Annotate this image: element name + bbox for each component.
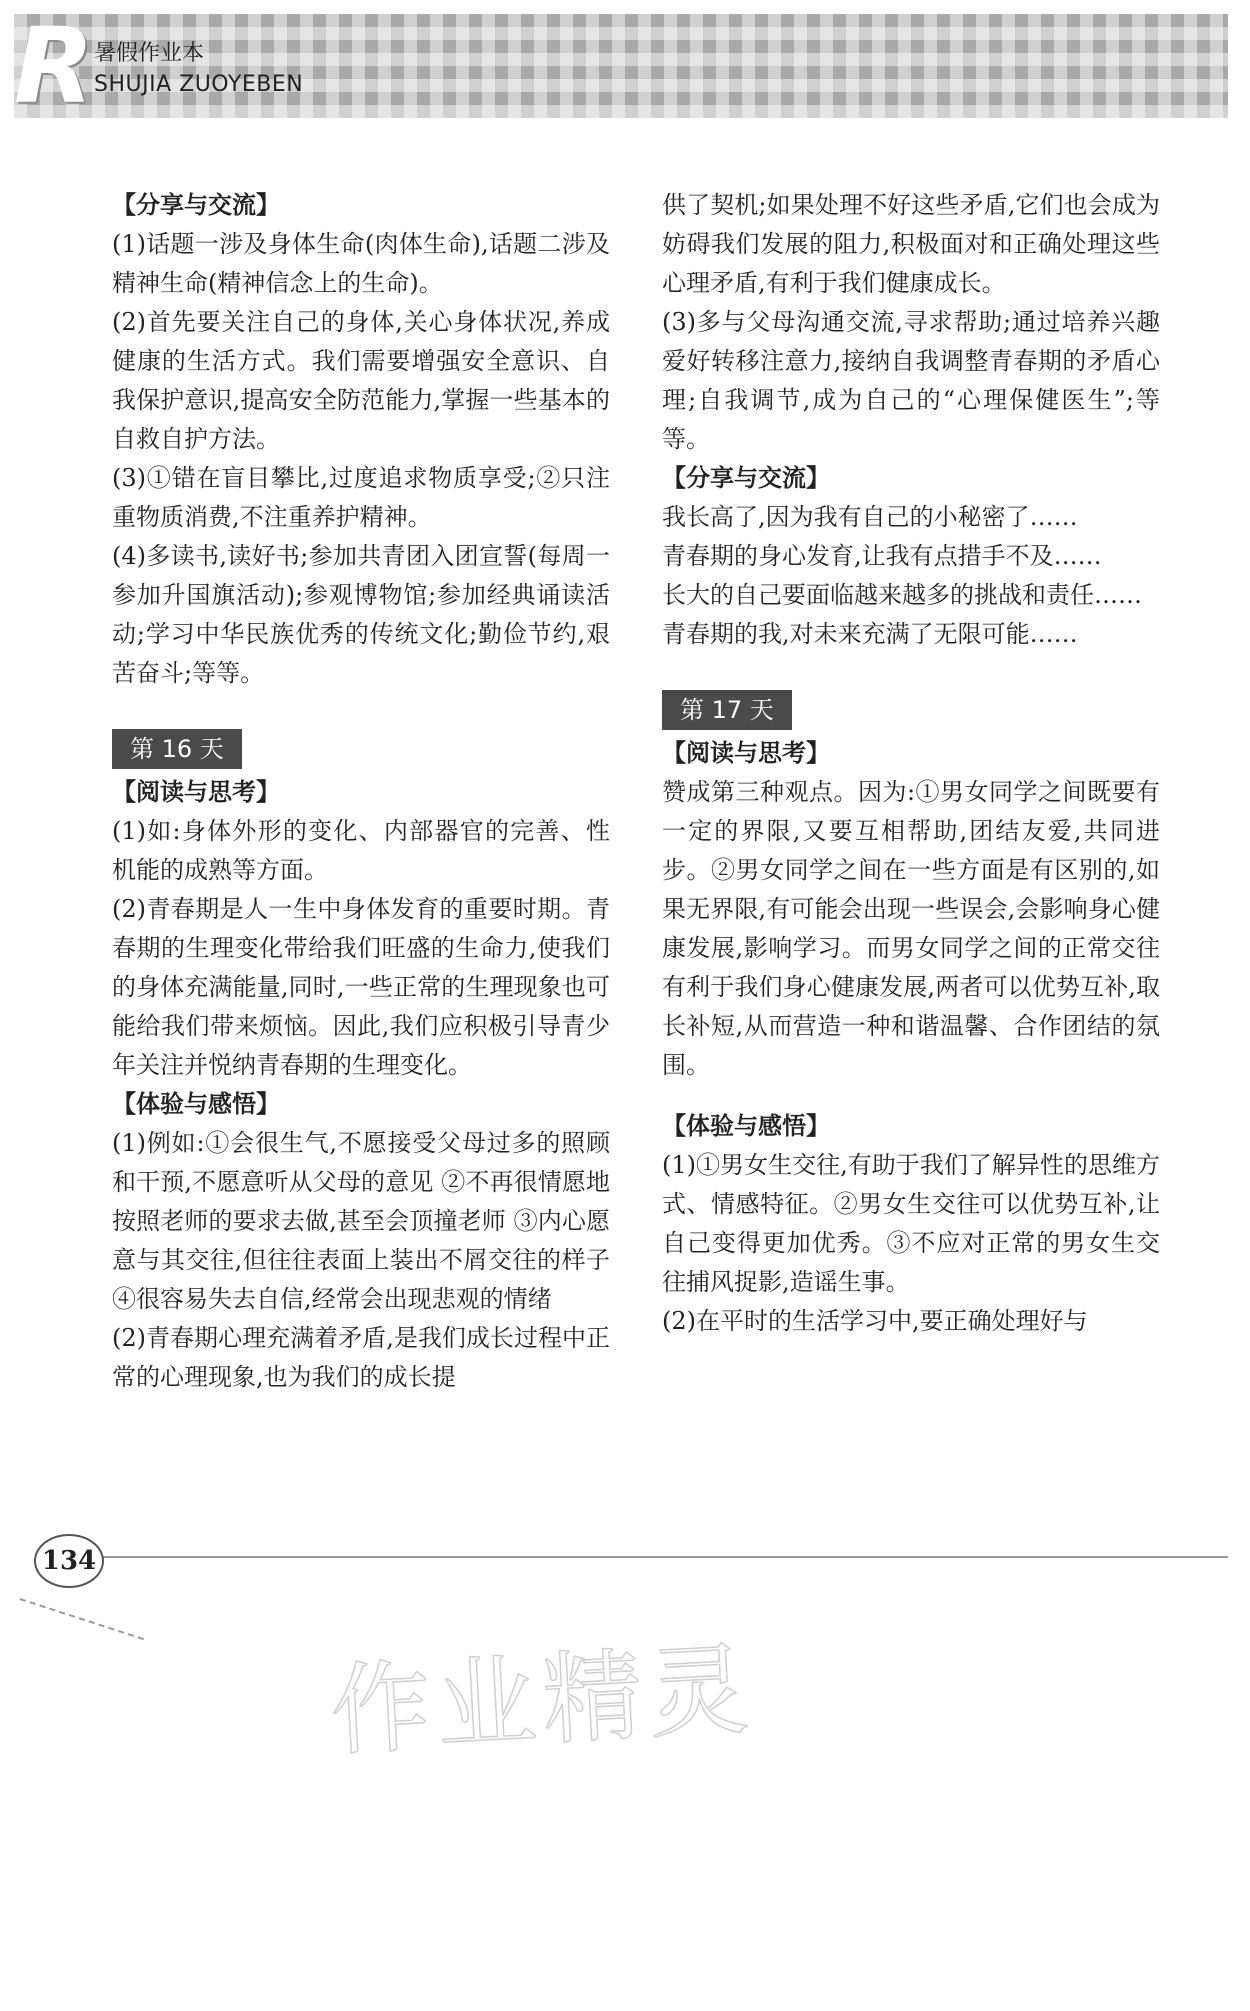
answer-paragraph: (2)在平时的生活学习中,要正确处理好与 xyxy=(662,1307,1088,1335)
section-heading-reading: 【阅读与思考】 xyxy=(112,778,280,806)
section-heading-share: 【分享与交流】 xyxy=(112,191,280,219)
answer-line: 长大的自己要面临越来越多的挑战和责任…… xyxy=(662,581,1142,609)
section-heading-experience: 【体验与感悟】 xyxy=(662,1112,830,1140)
answer-paragraph: (1)例如:①会很生气,不愿接受父母过多的照顾和干预,不愿意听从父母的意见 ②不再很情愿地按照老师的要求去做,甚至会顶撞老师 ③内心愿意与其交往,但往往表面上装出不屑交往的样子 ④很容易失去自信,经常会出现悲观的情绪 xyxy=(112,1129,610,1313)
header-subtitle: SHUJIA ZUOYEBEN xyxy=(94,72,304,97)
section-heading-experience: 【体验与感悟】 xyxy=(112,1090,280,1118)
answer-line: 青春期的身心发育,让我有点措手不及…… xyxy=(662,542,1102,570)
section-heading-share: 【分享与交流】 xyxy=(662,464,830,492)
answer-paragraph: (2)首先要关注自己的身体,关心身体状况,养成健康的生活方式。我们需要增强安全意识、自我保护意识,提高安全防范能力,掌握一些基本的自救自护方法。 xyxy=(112,308,610,453)
answer-paragraph: (2)青春期是人一生中身体发育的重要时期。青春期的生理变化带给我们旺盛的生命力,使我们的身体充满能量,同时,一些正常的生理现象也可能给我们带来烦恼。因此,我们应积极引导青少年关注并悦纳青春期的生理变化。 xyxy=(112,895,610,1079)
answer-paragraph: 赞成第三种观点。因为:①男女同学之间既要有一定的界限,又要互相帮助,团结友爱,共同进步。②男女同学之间在一些方面是有区别的,如果无界限,有可能会出现一些误会,会影响身心健康发展,影响学习。而男女同学之间的正常交往有利于我们身心健康发展,两者可以优势互补,取长补短,从而营造一种和谐温馨、合作团结的氛围。 xyxy=(662,778,1160,1079)
answer-line: 我长高了,因为我有自己的小秘密了…… xyxy=(662,503,1078,531)
right-column xyxy=(662,186,1160,1341)
answer-paragraph: (1)如:身体外形的变化、内部器官的完善、性机能的成熟等方面。 xyxy=(112,817,610,884)
section-heading-reading: 【阅读与思考】 xyxy=(662,739,830,767)
page-number: 134 xyxy=(34,1534,104,1588)
answer-paragraph: (3)①错在盲目攀比,过度追求物质享受;②只注重物质消费,不注重养护精神。 xyxy=(112,464,610,531)
answer-paragraph: (4)多读书,读好书;参加共青团入团宣誓(每周一参加升国旗活动);参观博物馆;参加经典诵读活动;学习中华民族优秀的传统文化;勤俭节约,艰苦奋斗;等等。 xyxy=(112,542,610,687)
header-band xyxy=(14,5,1228,127)
answer-paragraph: (3)多与父母沟通交流,寻求帮助;通过培养兴趣爱好转移注意力,接纳自我调整青春期的矛盾心理;自我调节,成为自己的“心理保健医生”;等等。 xyxy=(662,308,1160,453)
answer-paragraph: (1)①男女生交往,有助于我们了解异性的思维方式、情感特征。②男女生交往可以优势互补,让自己变得更加优秀。③不应对正常的男女生交往捕风捉影,造谣生事。 xyxy=(662,1151,1160,1296)
header-title: 暑假作业本 xyxy=(94,41,205,66)
answer-paragraph: 供了契机;如果处理不好这些矛盾,它们也会成为妨碍我们发展的阻力,积极面对和正确处理这些心理矛盾,有利于我们健康成长。 xyxy=(662,191,1160,297)
footer-divider xyxy=(100,1556,1228,1558)
left-column xyxy=(112,186,610,1397)
answer-line: 青春期的我,对未来充满了无限可能…… xyxy=(662,620,1078,648)
answer-paragraph: (1)话题一涉及身体生命(肉体生命),话题二涉及精神生命(精神信念上的生命)。 xyxy=(112,230,610,297)
day-label-16: 第 16 天 xyxy=(112,729,242,769)
header-logo-letter: R xyxy=(14,5,95,127)
watermark-text: 作业精灵 xyxy=(327,1630,758,1771)
answer-paragraph: (2)青春期心理充满着矛盾,是我们成长过程中正常的心理现象,也为我们的成长提 xyxy=(112,1324,610,1391)
day-label-17: 第 17 天 xyxy=(662,690,792,730)
footer-dashed-curve xyxy=(20,1598,144,1640)
